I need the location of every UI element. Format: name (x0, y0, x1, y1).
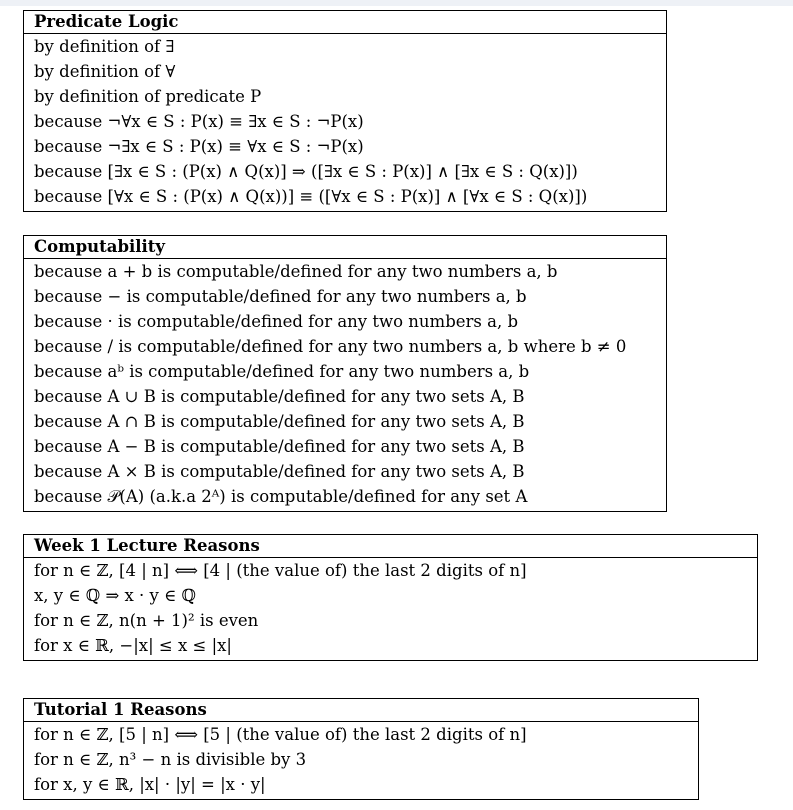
table-row: because A ∩ B is computable/defined for any two sets A, B (34, 412, 525, 431)
table-row: for n ∈ ℤ, [5 | n] ⟺ [5 | (the value of) the last 2 digits of n] (34, 725, 527, 744)
table-row: because · is computable/defined for any two numbers a, b (34, 312, 519, 331)
table-row: because ¬∀x ∈ S : P(x) ≡ ∃x ∈ S : ¬P(x) (34, 112, 364, 131)
table-row: because / is computable/defined for any two numbers a, b where b ≠ 0 (34, 337, 627, 356)
table-row: because a + b is computable/defined for any two numbers a, b (34, 262, 558, 281)
table-row: because aᵇ is computable/defined for any two numbers a, b (34, 362, 530, 381)
table-row: by definition of predicate P (34, 87, 262, 106)
table-row: because 𝒫(A) (a.k.a 2ᴬ) is computable/defined for any set A (34, 487, 528, 506)
table-row: for n ∈ ℤ, n(n + 1)² is even (34, 611, 259, 630)
table-row: because ¬∃x ∈ S : P(x) ≡ ∀x ∈ S : ¬P(x) (34, 137, 364, 156)
table-row: for n ∈ ℤ, [4 | n] ⟺ [4 | (the value of) the last 2 digits of n] (34, 561, 527, 580)
tutorial1-reasons-table (23, 698, 699, 800)
table-row: for x ∈ ℝ, −|x| ≤ x ≤ |x| (34, 636, 232, 655)
table-title: Predicate Logic (24, 11, 666, 34)
computability-table (23, 235, 667, 512)
table-row: because A × B is computable/defined for any two sets A, B (34, 462, 525, 481)
table-row: because [∀x ∈ S : (P(x) ∧ Q(x))] ≡ ([∀x ∈ S : P(x)] ∧ [∀x ∈ S : Q(x)]) (34, 187, 588, 206)
week1-lecture-reasons-table (23, 534, 758, 661)
table-title: Tutorial 1 Reasons (24, 699, 698, 722)
table-row: by definition of ∃ (34, 37, 175, 56)
table-row: because [∃x ∈ S : (P(x) ∧ Q(x)] ⇒ ([∃x ∈ S : P(x)] ∧ [∃x ∈ S : Q(x)]) (34, 162, 578, 181)
table-row: for n ∈ ℤ, n³ − n is divisible by 3 (34, 750, 307, 769)
table-row: x, y ∈ ℚ ⇒ x · y ∈ ℚ (34, 586, 196, 605)
table-row: by definition of ∀ (34, 62, 176, 81)
table-row: because A ∪ B is computable/defined for any two sets A, B (34, 387, 525, 406)
top-band (0, 0, 793, 6)
table-row: for x, y ∈ ℝ, |x| · |y| = |x · y| (34, 775, 266, 794)
table-row: because A − B is computable/defined for any two sets A, B (34, 437, 525, 456)
table-title: Week 1 Lecture Reasons (24, 535, 757, 558)
table-row: because − is computable/defined for any two numbers a, b (34, 287, 527, 306)
table-title: Computability (24, 236, 666, 259)
predicate-logic-table (23, 10, 667, 212)
